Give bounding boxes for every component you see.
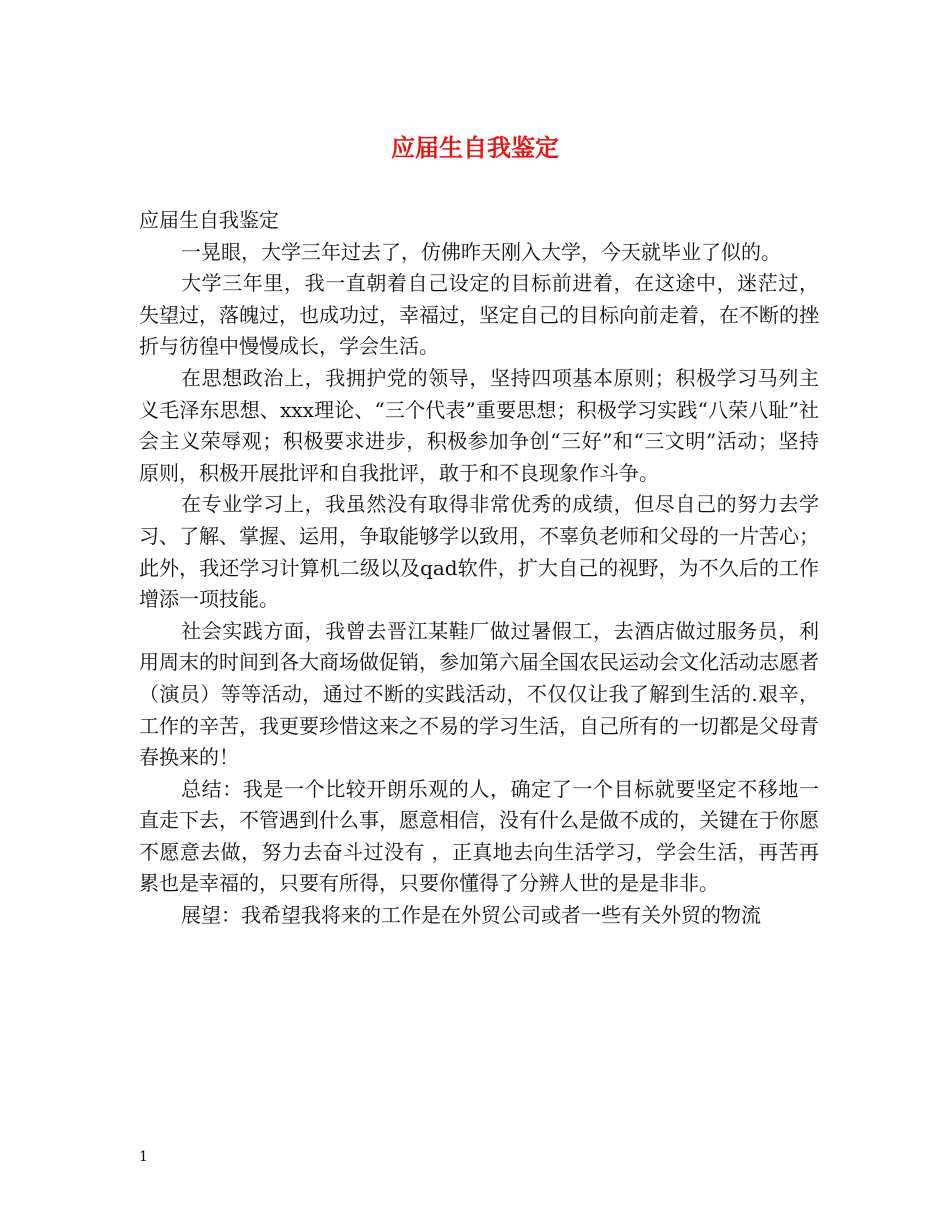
page-number: 1 xyxy=(139,1149,148,1165)
document-body xyxy=(139,205,819,932)
paragraph-outlook: 展望：我希望我将来的工作是在外贸公司或者一些有关外贸的物流 xyxy=(181,903,761,928)
paragraph-three-years: 大学三年里，我一直朝着自己设定的目标前进着，在这途中，迷茫过，失望过，落魄过，也成功过，幸福过，坚定自己的目标向前走着，在不断的挫折与彷徨中慢慢成长，学会生活。 xyxy=(139,271,819,359)
paragraph-summary: 总结：我是一个比较开朗乐观的人，确定了一个目标就要坚定不移地一直走下去，不管遇到什么事，愿意相信，没有什么是做不成的，关键在于你愿不愿意去做，努力去奋斗过没有 ，正真地去向生活学习，学会生活，再苦再累也是幸福的，只要有所得，只要你懂得了分辨人世的是是非非。 xyxy=(139,776,819,896)
paragraph-intro: 一晃眼，大学三年过去了，仿佛昨天刚入大学，今天就毕业了似的。 xyxy=(181,239,781,264)
paragraph-practice: 社会实践方面，我曾去晋江某鞋厂做过暑假工，去酒店做过服务员，利用周末的时间到各大商场做促销，参加第六届全国农民运动会文化活动志愿者（演员）等等活动，通过不断的实践活动，不仅仅让我了解到生活的.艰辛，工作的辛苦，我更要珍惜这来之不易的学习生活，自己所有的一切都是父母青春换来的！ xyxy=(139,618,819,770)
paragraph-study: 在专业学习上，我虽然没有取得非常优秀的成绩，但尽自己的努力去学习、了解、掌握、运用，争取能够学以致用，不辜负老师和父母的一片苦心；此外，我还学习计算机二级以及qad软件，扩大自己的视野，为不久后的工作增添一项技能。 xyxy=(139,492,819,612)
paragraph-politics: 在思想政治上，我拥护党的领导，坚持四项基本原则；积极学习马列主义毛泽东思想、xxx理论、“三个代表”重要思想；积极学习实践“八荣八耻”社会主义荣辱观；积极要求进步，积极参加争创“三好”和“三文明”活动；坚持原则，积极开展批评和自我批评，敢于和不良现象作斗争。 xyxy=(139,365,819,485)
document-title: 应届生自我鉴定 xyxy=(391,133,559,162)
body-subtitle: 应届生自我鉴定 xyxy=(139,208,279,232)
